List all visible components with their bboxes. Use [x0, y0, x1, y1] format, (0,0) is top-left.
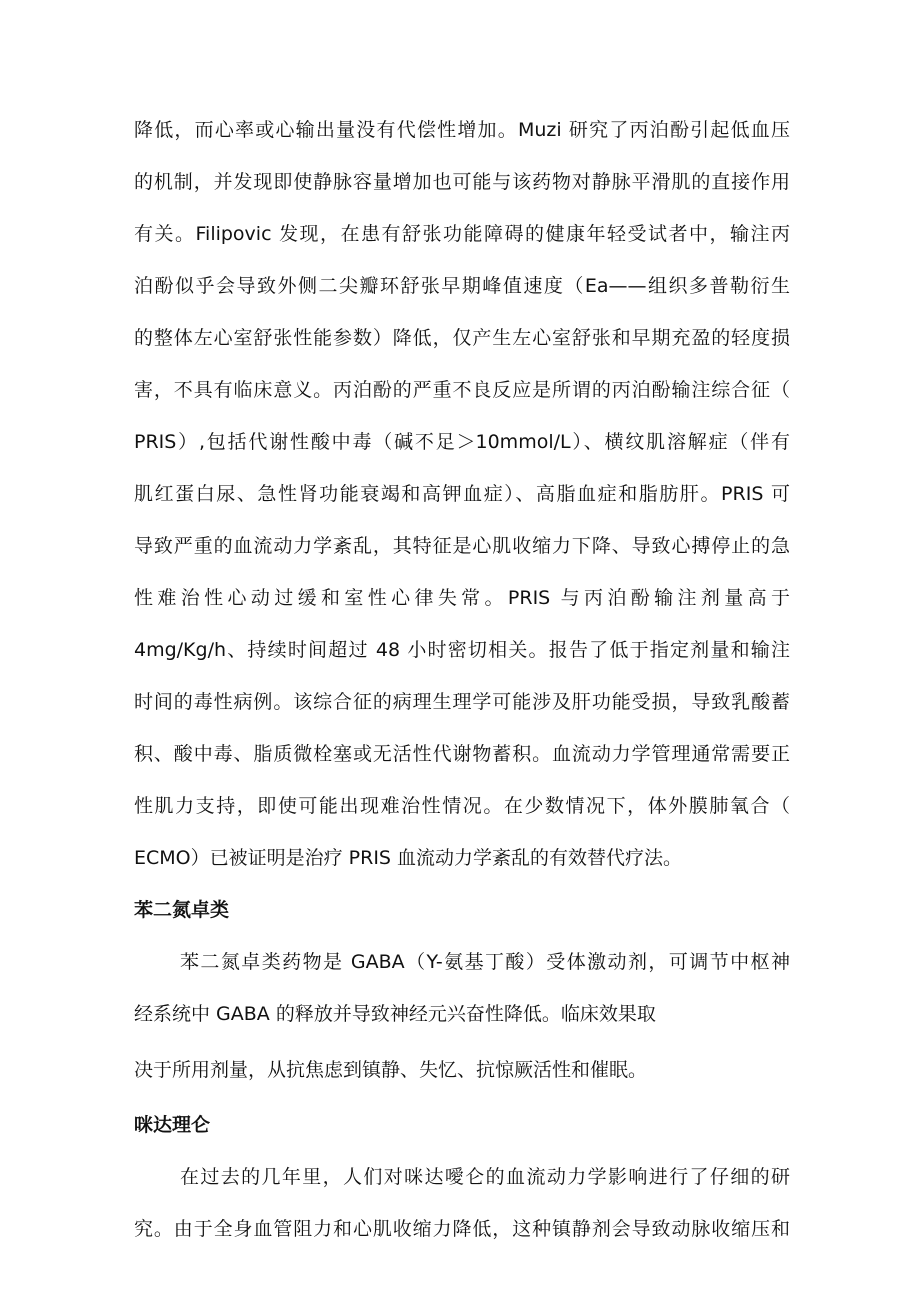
paragraph-line: 时间的毒性病例。该综合征的病理生理学可能涉及肝功能受损，导致乳酸蓄	[134, 691, 790, 713]
paragraph-line: 肌红蛋白尿、急性肾功能衰竭和高钾血症）、高脂血症和脂肪肝。PRIS 可	[134, 483, 790, 505]
paragraph-line: 的整体左心室舒张性能参数）降低，仅产生左心室舒张和早期充盈的轻度损	[134, 327, 790, 349]
paragraph-line: 性难治性心动过缓和室性心律失常。PRIS 与丙泊酚输注剂量高于	[134, 587, 790, 609]
paragraph-line: 的机制，并发现即使静脉容量增加也可能与该药物对静脉平滑肌的直接作用	[134, 171, 790, 193]
paragraph-line: 害，不具有临床意义。丙泊酚的严重不良反应是所谓的丙泊酚输注综合征（	[134, 379, 790, 401]
paragraph-line: 4mg/Kg/h、持续时间超过 48 小时密切相关。报告了低于指定剂量和输注	[134, 639, 790, 661]
paragraph-line: 积、酸中毒、脂质微栓塞或无活性代谢物蓄积。血流动力学管理通常需要正	[134, 743, 790, 765]
paragraph-line: ECMO）已被证明是治疗 PRIS 血流动力学紊乱的有效替代疗法。	[134, 847, 683, 869]
paragraph-line: 导致严重的血流动力学紊乱，其特征是心肌收缩力下降、导致心搏停止的急	[134, 535, 790, 557]
section-heading-midazolam: 咪达理仑	[134, 1114, 211, 1136]
paragraph-line: 性肌力支持，即使可能出现难治性情况。在少数情况下，体外膜肺氧合（	[134, 795, 790, 817]
paragraph-line: 苯二氮卓类药物是 GABA（Y-氨基丁酸）受体激动剂，可调节中枢神	[180, 951, 790, 973]
paragraph-line: 有关。Filipovic 发现，在患有舒张功能障碍的健康年轻受试者中，输注丙	[134, 223, 790, 245]
paragraph-line: 在过去的几年里，人们对咪达噯仑的血流动力学影响进行了仔细的研	[180, 1166, 790, 1188]
section-heading-benzodiazepines: 苯二氮卓类	[134, 899, 230, 921]
paragraph-line: 泊酚似乎会导致外侧二尖瓣环舒张早期峰值速度（Ea——组织多普勒衍生	[134, 275, 790, 297]
paragraph-line: 降低，而心率或心输出量没有代偿性增加。Muzi 研究了丙泊酚引起低血压	[134, 119, 790, 141]
paragraph-line: 究。由于全身血管阻力和心肌收缩力降低，这种镇静剂会导致动脉收缩压和	[134, 1218, 790, 1240]
paragraph-line: 决于所用剂量，从抗焦虑到镇静、失忆、抗惊厥活性和催眠。	[134, 1059, 648, 1081]
paragraph-line: PRIS）,包括代谢性酸中毒（碱不足＞10mmol/L）、横纹肌溶解症（伴有	[134, 431, 790, 453]
paragraph-line: 经系统中 GABA 的释放并导致神经元兴奋性降低。临床效果取	[134, 1003, 656, 1025]
